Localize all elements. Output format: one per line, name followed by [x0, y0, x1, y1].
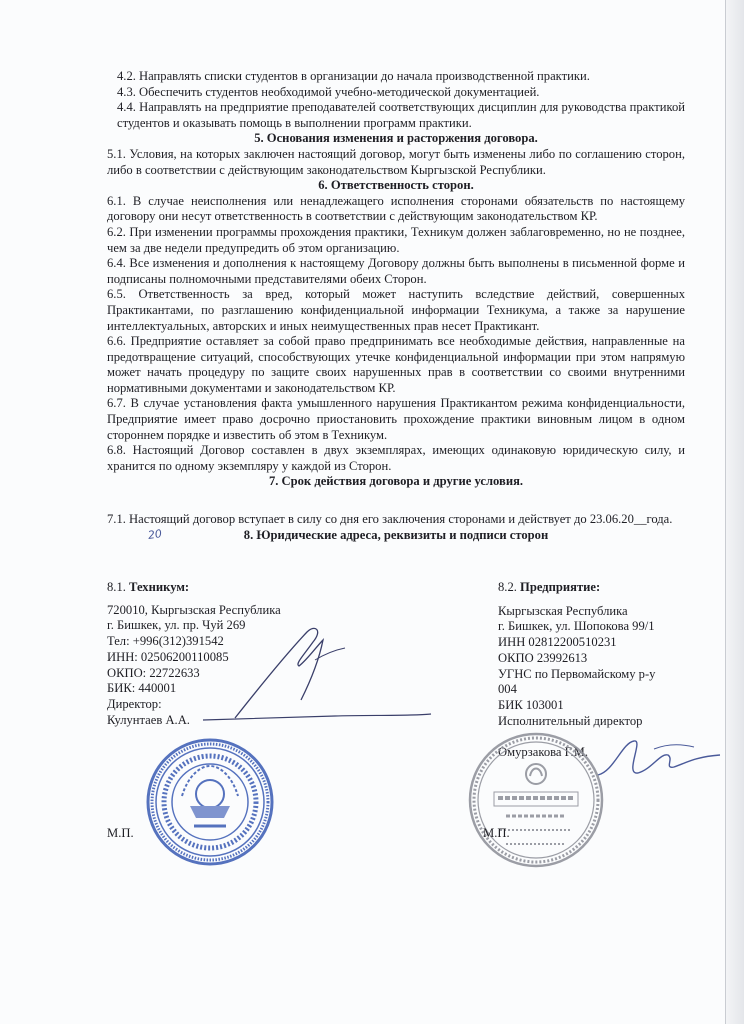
item-4-3: 4.3. Обеспечить студентов необходимой учебно-методической документацией.	[117, 84, 540, 99]
enterprise-line: УГНС по Первомайскому р-у	[498, 666, 656, 681]
item-4-4: 4.4. Направлять на предприятие преподавателей соответствующих дисциплин для руководства практикой студентов и оказывать помощь в выполнении программ практики.	[117, 100, 685, 130]
technikum-line: БИК: 440001	[107, 681, 177, 696]
item-6-1: 6.1. В случае неисполнения или ненадлежащего исполнения сторонами обязательств по настоящему договору они несут ответственность в соответствии с действующим законодательством КР.	[107, 193, 685, 224]
technikum-line: Тел: +996(312)391542	[107, 634, 224, 649]
enterprise-title	[498, 580, 698, 596]
handwritten-year: 20	[147, 527, 163, 542]
enterprise-line: ОКПО 23992613	[498, 650, 588, 665]
item-6-4: 6.4. Все изменения и дополнения к настоящему Договору должны быть выполнены в письменной форме и подписаны полномочными представителями обеих Сторон.	[107, 256, 685, 286]
technikum-title-label: Техникум:	[129, 580, 190, 594]
enterprise-line: 004	[498, 682, 517, 697]
item-7-1: 7.1. Настоящий договор вступает в силу со дня его заключения сторонами и действует до 23.06.20__года.	[107, 512, 673, 527]
heading-8: 8. Юридические адреса, реквизиты и подписи сторон	[243, 527, 549, 542]
technikum-mp: М.П.	[107, 826, 134, 840]
enterprise-mp: М.П.	[483, 826, 510, 840]
heading-6: 6. Ответственность сторон.	[318, 178, 474, 193]
enterprise-stamp	[466, 730, 606, 870]
item-6-8: 6.8. Настоящий Договор составлен в двух экземплярах, имеющих одинаковую юридическую силу, и хранится по одному экземпляру у каждой из Сторон.	[107, 443, 685, 473]
item-5-1: 5.1. Условия, на которых заключен настоящий договор, могут быть изменены либо по соглашению сторон, либо в соответствии с действующим законодательством Кыргызской Республики.	[107, 146, 685, 177]
enterprise-line: Исполнительный директор	[498, 713, 643, 728]
item-6-6: 6.6. Предприятие оставляет за собой право предпринимать все необходимые действия, направленные на предотвращение ситуаций, способствующих утечке конфиденциальной информации при этом напрямую может начать процедуру по защите своих нарушенных прав в соответствии со своими внутренними нормативными документами и законодательством КР.	[107, 334, 685, 395]
heading-7: 7. Срок действия договора и другие условия.	[268, 474, 524, 489]
enterprise-line: Кыргызская Республика	[498, 603, 628, 618]
technikum-title	[107, 580, 347, 596]
technikum-line: Директор:	[107, 696, 162, 711]
enterprise-line: Омурзакова Г.М.	[498, 745, 589, 760]
enterprise-signature	[594, 735, 724, 790]
item-4-2: 4.2. Направлять списки студентов в организации до начала производственной практики.	[117, 69, 590, 83]
enterprise-line: г. Бишкек, ул. Шопокова 99/1	[498, 619, 655, 634]
technikum-line: 720010, Кыргызская Республика	[107, 602, 281, 617]
item-6-7: 6.7. В случае установления факта умышленного нарушения Практикантом режима конфиденциальности, Предприятие имеет право досрочно приостановить прохождение практики виновным лицом в одном стороннем порядке и известить об этом в Техникум.	[107, 396, 685, 442]
enterprise-title-label: Предприятие:	[520, 580, 601, 594]
technikum-line: г. Бишкек, ул. пр. Чуй 269	[107, 618, 246, 633]
enterprise-title-prefix: 8.2.	[498, 580, 517, 594]
technikum-signature	[195, 620, 435, 730]
technikum-line: ИНН: 02506200110085	[107, 649, 229, 664]
enterprise-line: ИНН 02812200510231	[498, 635, 617, 650]
technikum-line: ОКПО: 22722633	[107, 665, 200, 680]
item-6-2: 6.2. При изменении программы прохождения практики, Техникум должен заблаговременно, но не позднее, чем за две недели предупредить об этом организацию.	[107, 224, 685, 255]
heading-5: 5. Основания изменения и расторжения договора.	[254, 131, 538, 146]
technikum-stamp	[144, 736, 276, 868]
item-6-5: 6.5. Ответственность за вред, который может наступить вследствие действий, совершенных Практикантами, по разглашению конфиденциальной информации Техникума, а также за нарушение интеллектуальных, авторских и иных неимущественных прав несет Практикант.	[107, 287, 685, 333]
technikum-title-prefix: 8.1.	[107, 580, 126, 594]
technikum-line: Кулунтаев А.А.	[107, 712, 190, 727]
enterprise-line: БИК 103001	[498, 697, 564, 712]
